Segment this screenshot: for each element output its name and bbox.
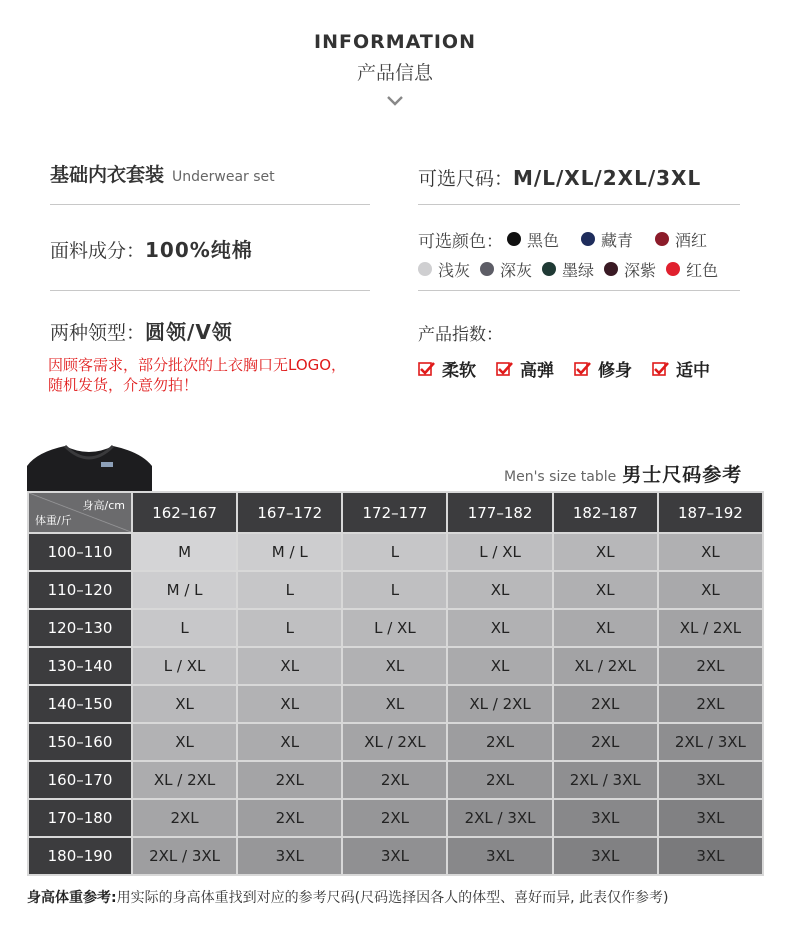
color-swatch — [418, 262, 432, 276]
size-cell: 2XL — [238, 800, 341, 836]
color-option — [666, 258, 718, 281]
size-table-title — [504, 460, 742, 487]
size-cell: 3XL — [554, 838, 657, 874]
size-grid — [27, 491, 764, 876]
size-cell: 2XL — [448, 724, 551, 760]
size-cell: 3XL — [659, 800, 762, 836]
height-header: 172–177 — [343, 493, 446, 532]
product-name-en: Underwear set — [172, 169, 275, 185]
size-cell: L / XL — [133, 648, 236, 684]
height-header: 177–182 — [448, 493, 551, 532]
checkmark-icon — [652, 361, 670, 377]
color-options — [418, 224, 729, 284]
color-name: 黑色 — [527, 230, 560, 250]
divider — [50, 204, 370, 205]
color-option — [480, 258, 532, 281]
collar-label: 两种领型： — [50, 322, 146, 344]
color-name: 浅灰 — [438, 260, 471, 280]
weight-header: 110–120 — [29, 572, 131, 608]
note-text: 用实际的身高体重找到对应的参考尺码(尺码选择因各人的体型、喜好而异, 此表仅作参考) — [116, 890, 669, 906]
feature-label: 柔软 — [442, 361, 476, 381]
size-cell: XL — [238, 724, 341, 760]
size-cell: XL — [448, 648, 551, 684]
size-cell: XL — [133, 724, 236, 760]
corner-weight-label: 体重/斤 — [35, 514, 72, 527]
table-corner — [29, 493, 131, 532]
size-cell: XL — [448, 572, 551, 608]
color-name: 藏青 — [601, 230, 634, 250]
size-table — [27, 491, 764, 876]
size-cell: XL — [554, 610, 657, 646]
note-label: 身高体重参考: — [27, 890, 117, 906]
weight-header: 180–190 — [29, 838, 131, 874]
weight-header: 120–130 — [29, 610, 131, 646]
size-table-title-cn: 男士尺码参考 — [622, 464, 743, 486]
size-cell: L — [238, 610, 341, 646]
size-cell: XL / 2XL — [133, 762, 236, 798]
material-row — [50, 234, 253, 263]
size-cell: L — [343, 534, 446, 570]
size-cell: XL / 2XL — [659, 610, 762, 646]
weight-header: 170–180 — [29, 800, 131, 836]
size-cell: 3XL — [448, 838, 551, 874]
size-cell: 2XL — [238, 762, 341, 798]
colors-label: 可选颜色： — [418, 231, 503, 252]
color-swatch — [542, 262, 556, 276]
size-cell: 2XL / 3XL — [554, 762, 657, 798]
size-cell: L / XL — [448, 534, 551, 570]
weight-header: 130–140 — [29, 648, 131, 684]
color-swatch — [604, 262, 618, 276]
color-option — [542, 258, 594, 281]
size-cell: XL — [238, 686, 341, 722]
color-swatch — [480, 262, 494, 276]
size-cell: 2XL — [133, 800, 236, 836]
product-name: 基础内衣套装 — [50, 164, 165, 186]
sizes-value: M/L/XL/2XL/3XL — [513, 166, 702, 190]
size-cell: 2XL / 3XL — [448, 800, 551, 836]
checkmark-icon — [574, 361, 592, 377]
size-cell: L — [133, 610, 236, 646]
section-title-cn: 产品信息 — [356, 62, 433, 84]
feature-label: 修身 — [598, 361, 632, 381]
color-swatch — [581, 232, 595, 246]
size-cell: 2XL — [343, 762, 446, 798]
size-cell: L — [343, 572, 446, 608]
size-cell: XL — [659, 572, 762, 608]
collar-value: 圆领/V领 — [145, 320, 233, 344]
chevron-down-icon — [385, 94, 405, 108]
color-name: 酒红 — [675, 230, 708, 250]
color-swatch — [507, 232, 521, 246]
color-swatch — [655, 232, 669, 246]
color-name: 红色 — [686, 260, 719, 280]
size-table-title-en: Men's size table — [504, 469, 617, 485]
size-cell: 3XL — [238, 838, 341, 874]
size-cell: M — [133, 534, 236, 570]
size-cell: XL — [238, 648, 341, 684]
feature-list — [418, 356, 730, 381]
logo-notice: 因顾客需求，部分批次的上衣胸口无LOGO，随机发货，介意勿拍！ — [48, 356, 347, 394]
size-cell: XL / 2XL — [448, 686, 551, 722]
size-cell: XL — [448, 610, 551, 646]
color-name: 深灰 — [500, 260, 533, 280]
index-label: 产品指数： — [418, 325, 503, 345]
color-option — [581, 228, 633, 251]
size-reference-note — [27, 887, 668, 907]
size-cell: M / L — [238, 534, 341, 570]
size-cell: 2XL — [659, 686, 762, 722]
material-value: 100%纯棉 — [145, 238, 253, 262]
feature-item — [418, 356, 476, 381]
size-cell: XL — [659, 534, 762, 570]
feature-label: 高弹 — [520, 361, 554, 381]
feature-item — [574, 356, 632, 381]
size-cell: L / XL — [343, 610, 446, 646]
size-cell: 2XL — [448, 762, 551, 798]
size-cell: 3XL — [343, 838, 446, 874]
height-header: 162–167 — [133, 493, 236, 532]
size-cell: XL — [343, 686, 446, 722]
color-swatch — [666, 262, 680, 276]
height-header: 187–192 — [659, 493, 762, 532]
material-label: 面料成分： — [50, 240, 146, 262]
size-cell: 2XL / 3XL — [133, 838, 236, 874]
weight-header: 150–160 — [29, 724, 131, 760]
collar-row — [50, 316, 233, 345]
color-name: 深紫 — [624, 260, 657, 280]
size-cell: 2XL / 3XL — [659, 724, 762, 760]
tshirt-icon — [27, 444, 152, 494]
divider — [418, 290, 740, 291]
checkmark-icon — [496, 361, 514, 377]
feature-item — [496, 356, 554, 381]
size-cell: 2XL — [659, 648, 762, 684]
weight-header: 100–110 — [29, 534, 131, 570]
size-cell: M / L — [133, 572, 236, 608]
feature-label: 适中 — [676, 361, 710, 381]
size-cell: 2XL — [554, 686, 657, 722]
size-cell: XL — [133, 686, 236, 722]
divider — [418, 204, 740, 205]
sizes-label: 可选尺码： — [418, 168, 514, 190]
size-cell: 2XL — [343, 800, 446, 836]
weight-header: 160–170 — [29, 762, 131, 798]
height-header: 167–172 — [238, 493, 341, 532]
color-option — [418, 258, 470, 281]
weight-header: 140–150 — [29, 686, 131, 722]
section-title-en: INFORMATION — [314, 31, 476, 53]
color-name: 墨绿 — [562, 260, 595, 280]
size-cell: XL — [554, 572, 657, 608]
size-cell: 3XL — [659, 762, 762, 798]
size-cell: 3XL — [554, 800, 657, 836]
size-cell: XL / 2XL — [554, 648, 657, 684]
feature-item — [652, 356, 710, 381]
corner-height-label: 身高/cm — [82, 499, 125, 512]
checkmark-icon — [418, 361, 436, 377]
size-cell: XL — [343, 648, 446, 684]
size-cell: 3XL — [659, 838, 762, 874]
size-cell: XL — [554, 534, 657, 570]
color-option — [507, 228, 559, 251]
color-option — [604, 258, 656, 281]
height-header: 182–187 — [554, 493, 657, 532]
size-cell: L — [238, 572, 341, 608]
size-cell: 2XL — [554, 724, 657, 760]
color-option — [655, 228, 707, 251]
divider — [50, 290, 370, 291]
product-name-row — [50, 160, 275, 187]
sizes-row — [418, 164, 701, 191]
size-cell: XL / 2XL — [343, 724, 446, 760]
